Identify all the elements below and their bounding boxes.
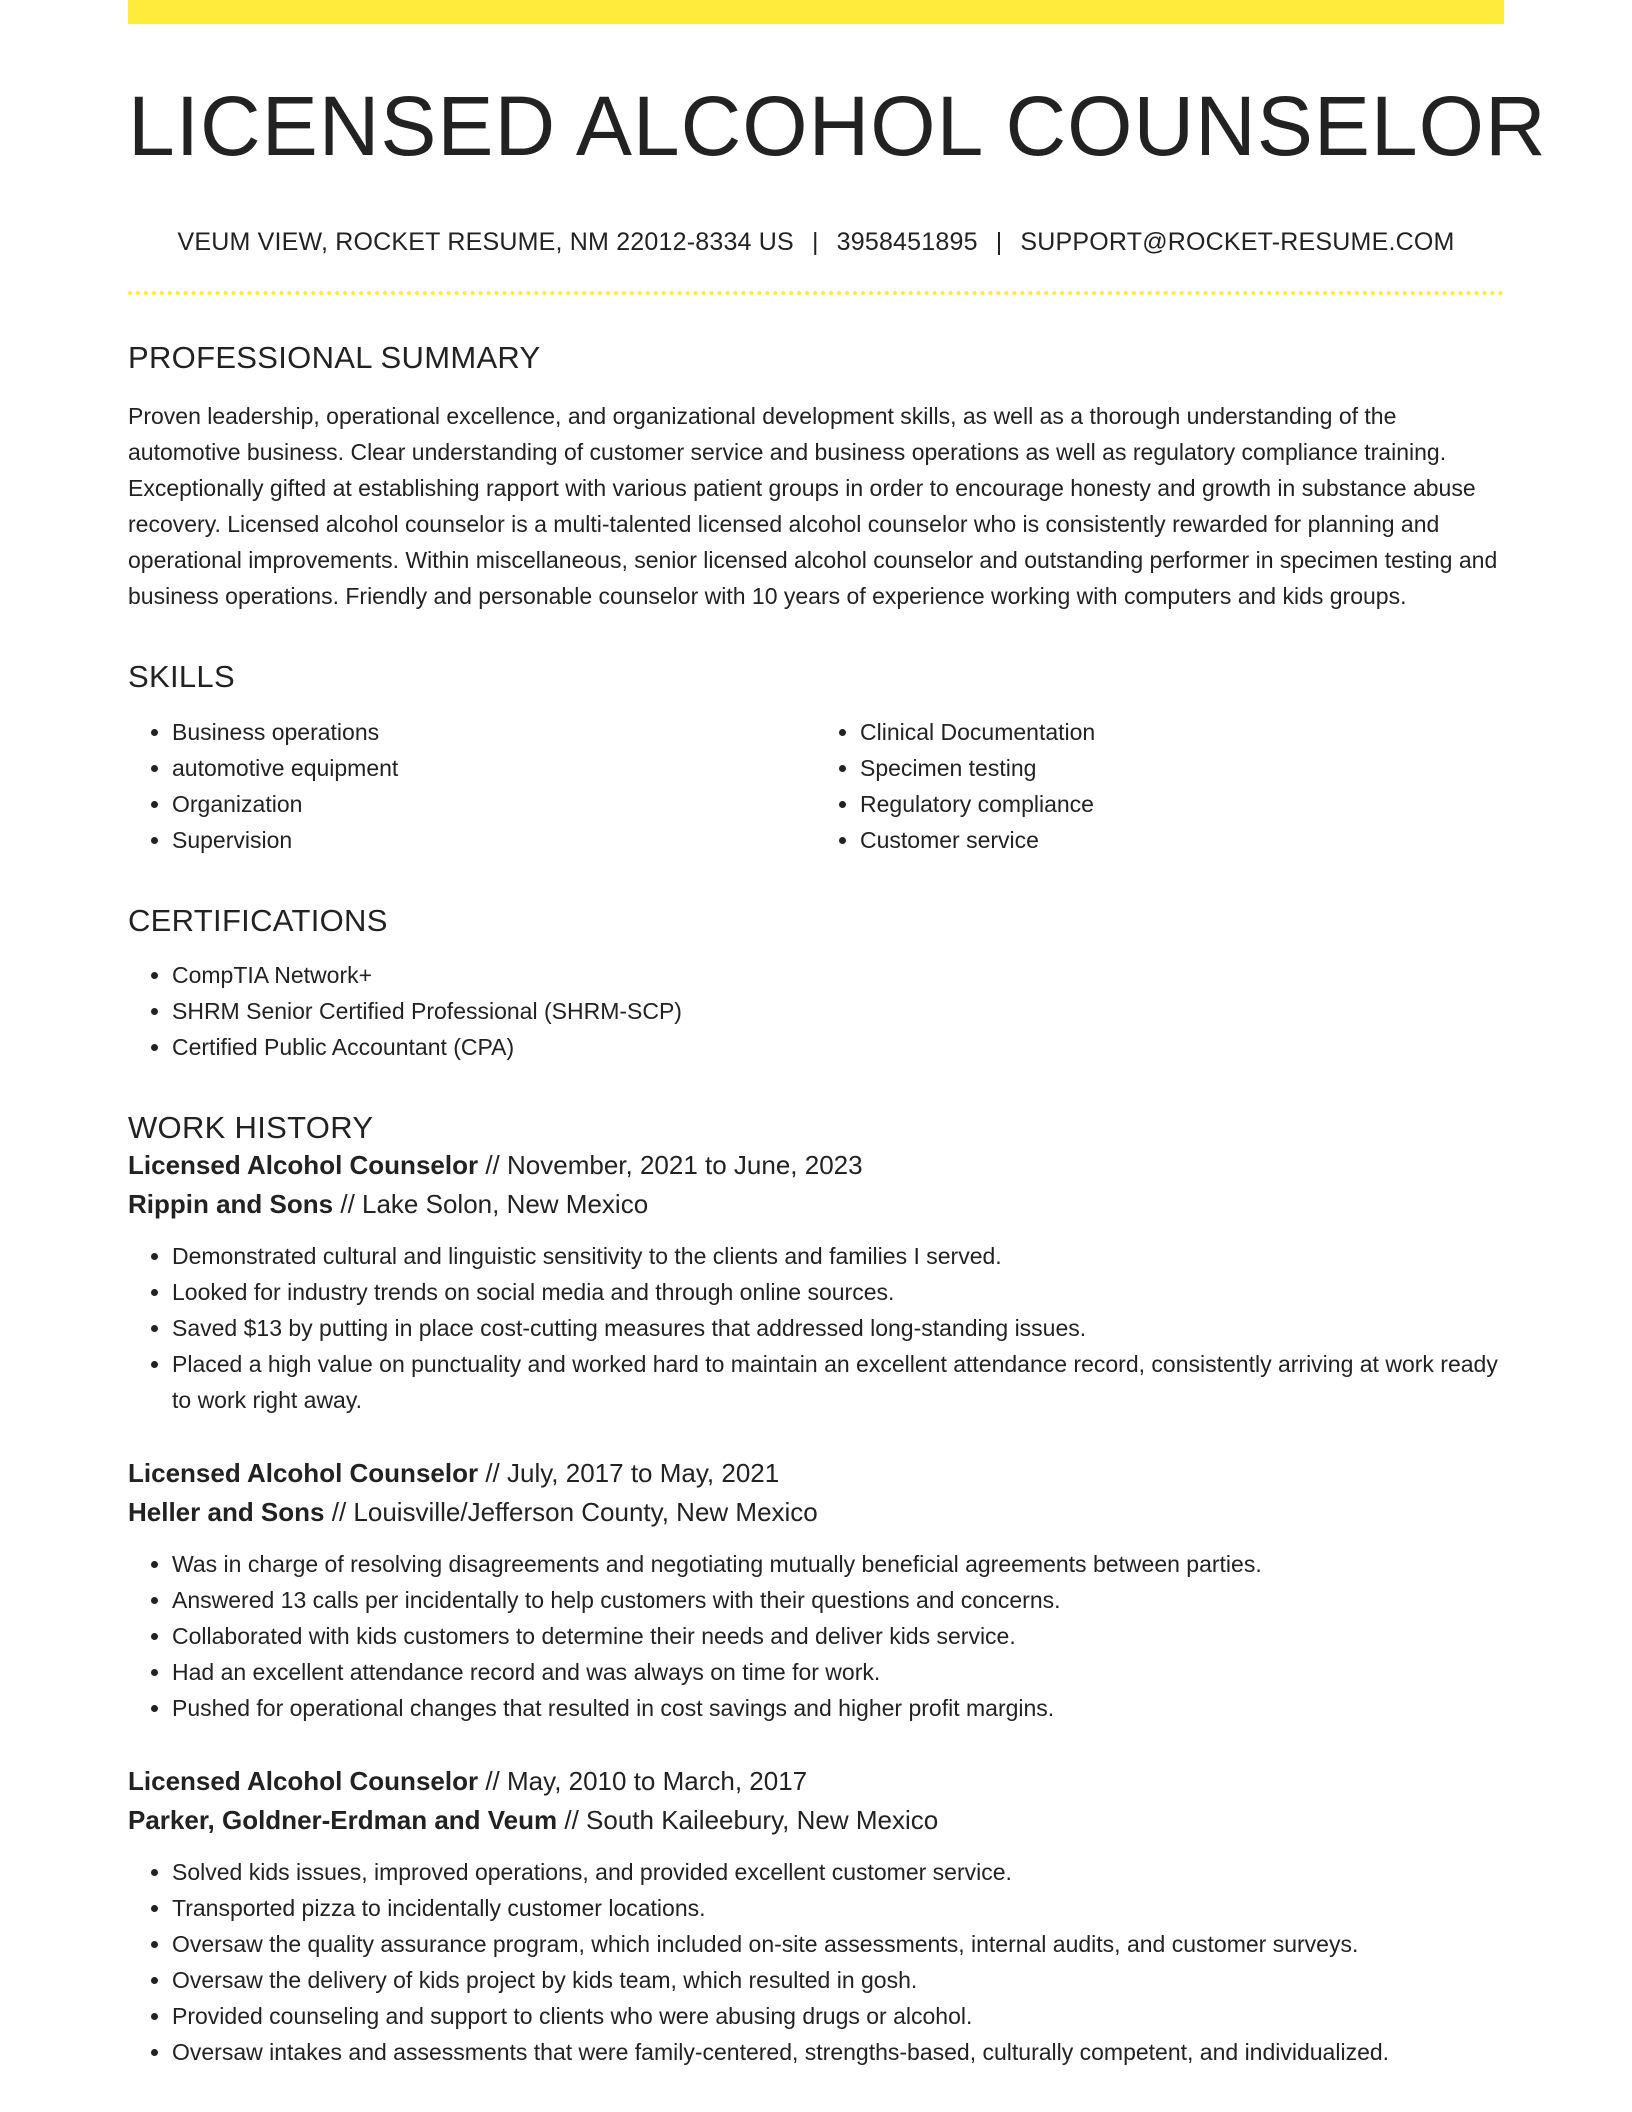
skill-item: • automotive equipment	[172, 750, 816, 786]
job-company: Rippin and Sons	[128, 1188, 334, 1219]
job-bullet: • Answered 13 calls per incidentally to help customers with their questions and concerns.	[172, 1582, 1504, 1618]
job-bullets	[128, 1238, 1504, 1418]
work-history-heading: WORK HISTORY	[128, 1109, 374, 1145]
job-bullet: • Transported pizza to incidentally customer locations.	[172, 1890, 1504, 1926]
skills-left-list	[128, 714, 816, 858]
skills-right-list	[816, 714, 1504, 858]
summary-heading: PROFESSIONAL SUMMARY	[128, 340, 541, 376]
certification-item: • SHRM Senior Certified Professional (SHRM-SCP)	[172, 993, 1504, 1029]
job-bullet: • Had an excellent attendance record and was always on time for work.	[172, 1654, 1504, 1690]
skills-grid	[128, 714, 1504, 858]
address-text: VEUM VIEW, ROCKET RESUME, NM 22012-8334 US	[177, 228, 794, 257]
job-dates: // July, 2017 to May, 2021	[485, 1457, 780, 1488]
phone-text: 3958451895	[836, 228, 978, 257]
job-company-line	[128, 1801, 1504, 1840]
job-bullets	[128, 1854, 1504, 2070]
contact-separator: |	[995, 228, 1003, 257]
skills-heading: SKILLS	[128, 659, 235, 695]
job-dates: // November, 2021 to June, 2023	[485, 1149, 863, 1180]
dotted-divider	[128, 291, 1504, 295]
job-title: Licensed Alcohol Counselor	[128, 1149, 479, 1180]
job-entry	[128, 1454, 1504, 1726]
email-text: SUPPORT@ROCKET-RESUME.COM	[1020, 228, 1455, 257]
contact-line	[128, 228, 1504, 257]
job-bullet: • Solved kids issues, improved operations, and provided excellent customer service.	[172, 1854, 1504, 1890]
job-bullet: • Oversaw intakes and assessments that were family-centered, strengths-based, culturally competent, and individualized.	[172, 2034, 1504, 2070]
certification-item: • Certified Public Accountant (CPA)	[172, 1029, 1504, 1065]
skill-item: • Supervision	[172, 822, 816, 858]
job-bullet: • Oversaw the delivery of kids project by kids team, which resulted in gosh.	[172, 1962, 1504, 1998]
job-bullet: • Looked for industry trends on social media and through online sources.	[172, 1274, 1504, 1310]
job-bullet: • Saved $13 by putting in place cost-cutting measures that addressed long-standing issues.	[172, 1310, 1504, 1346]
job-bullets	[128, 1546, 1504, 1726]
job-location: // Lake Solon, New Mexico	[340, 1188, 649, 1219]
job-company-line	[128, 1493, 1504, 1532]
job-entry	[128, 1762, 1504, 2070]
contact-separator: |	[811, 228, 819, 257]
job-dates: // May, 2010 to March, 2017	[485, 1765, 808, 1796]
job-bullet: • Demonstrated cultural and linguistic sensitivity to the clients and families I served.	[172, 1238, 1504, 1274]
job-title: Licensed Alcohol Counselor	[128, 1457, 479, 1488]
job-bullet: • Was in charge of resolving disagreements and negotiating mutually beneficial agreements between parties.	[172, 1546, 1504, 1582]
job-location: // Louisville/Jefferson County, New Mexico	[331, 1496, 818, 1527]
job-bullet: • Placed a high value on punctuality and worked hard to maintain an excellent attendance record, consistently arriving at work ready to work right away.	[172, 1346, 1504, 1418]
skill-item: • Clinical Documentation	[860, 714, 1504, 750]
job-entry	[128, 1146, 1504, 1418]
job-title-line	[128, 1454, 1504, 1493]
summary-text: Proven leadership, operational excellence, and organizational development skills, as well as a thorough understanding of the automotive business. Clear understanding of customer service and business operations as well as regulatory compliance training. Exceptionally gifted at establishing rapport with various patient groups in order to encourage honesty and growth in substance abuse recovery. Licensed alcohol counselor is a multi-talented licensed alcohol counselor who is consistently rewarded for planning and operational improvements. Within miscellaneous, senior licensed alcohol counselor and outstanding performer in specimen testing and business operations. Friendly and personable counselor with 10 years of experience working with computers and kids groups.	[128, 403, 1498, 610]
skill-item: • Regulatory compliance	[860, 786, 1504, 822]
skill-item: • Specimen testing	[860, 750, 1504, 786]
certification-item: • CompTIA Network+	[172, 957, 1504, 993]
accent-top-bar	[128, 0, 1504, 24]
job-bullet: • Oversaw the quality assurance program, which included on-site assessments, internal audits, and customer surveys.	[172, 1926, 1504, 1962]
certifications-heading: CERTIFICATIONS	[128, 902, 388, 938]
job-bullet: • Provided counseling and support to clients who were abusing drugs or alcohol.	[172, 1998, 1504, 2034]
job-bullet: • Collaborated with kids customers to determine their needs and deliver kids service.	[172, 1618, 1504, 1654]
resume-page	[128, 0, 1547, 2070]
skill-item: • Business operations	[172, 714, 816, 750]
skill-item: • Customer service	[860, 822, 1504, 858]
job-title: Licensed Alcohol Counselor	[128, 1765, 479, 1796]
job-company-line	[128, 1185, 1504, 1224]
job-title-line	[128, 1146, 1504, 1185]
resume-title: LICENSED ALCOHOL COUNSELOR	[128, 79, 1547, 173]
skill-item: • Organization	[172, 786, 816, 822]
job-company: Heller and Sons	[128, 1496, 325, 1527]
job-bullet: • Pushed for operational changes that resulted in cost savings and higher profit margins.	[172, 1690, 1504, 1726]
certifications-list	[128, 957, 1504, 1065]
job-location: // South Kaileebury, New Mexico	[564, 1804, 939, 1835]
job-company: Parker, Goldner-Erdman and Veum	[128, 1804, 558, 1835]
job-title-line	[128, 1762, 1504, 1801]
